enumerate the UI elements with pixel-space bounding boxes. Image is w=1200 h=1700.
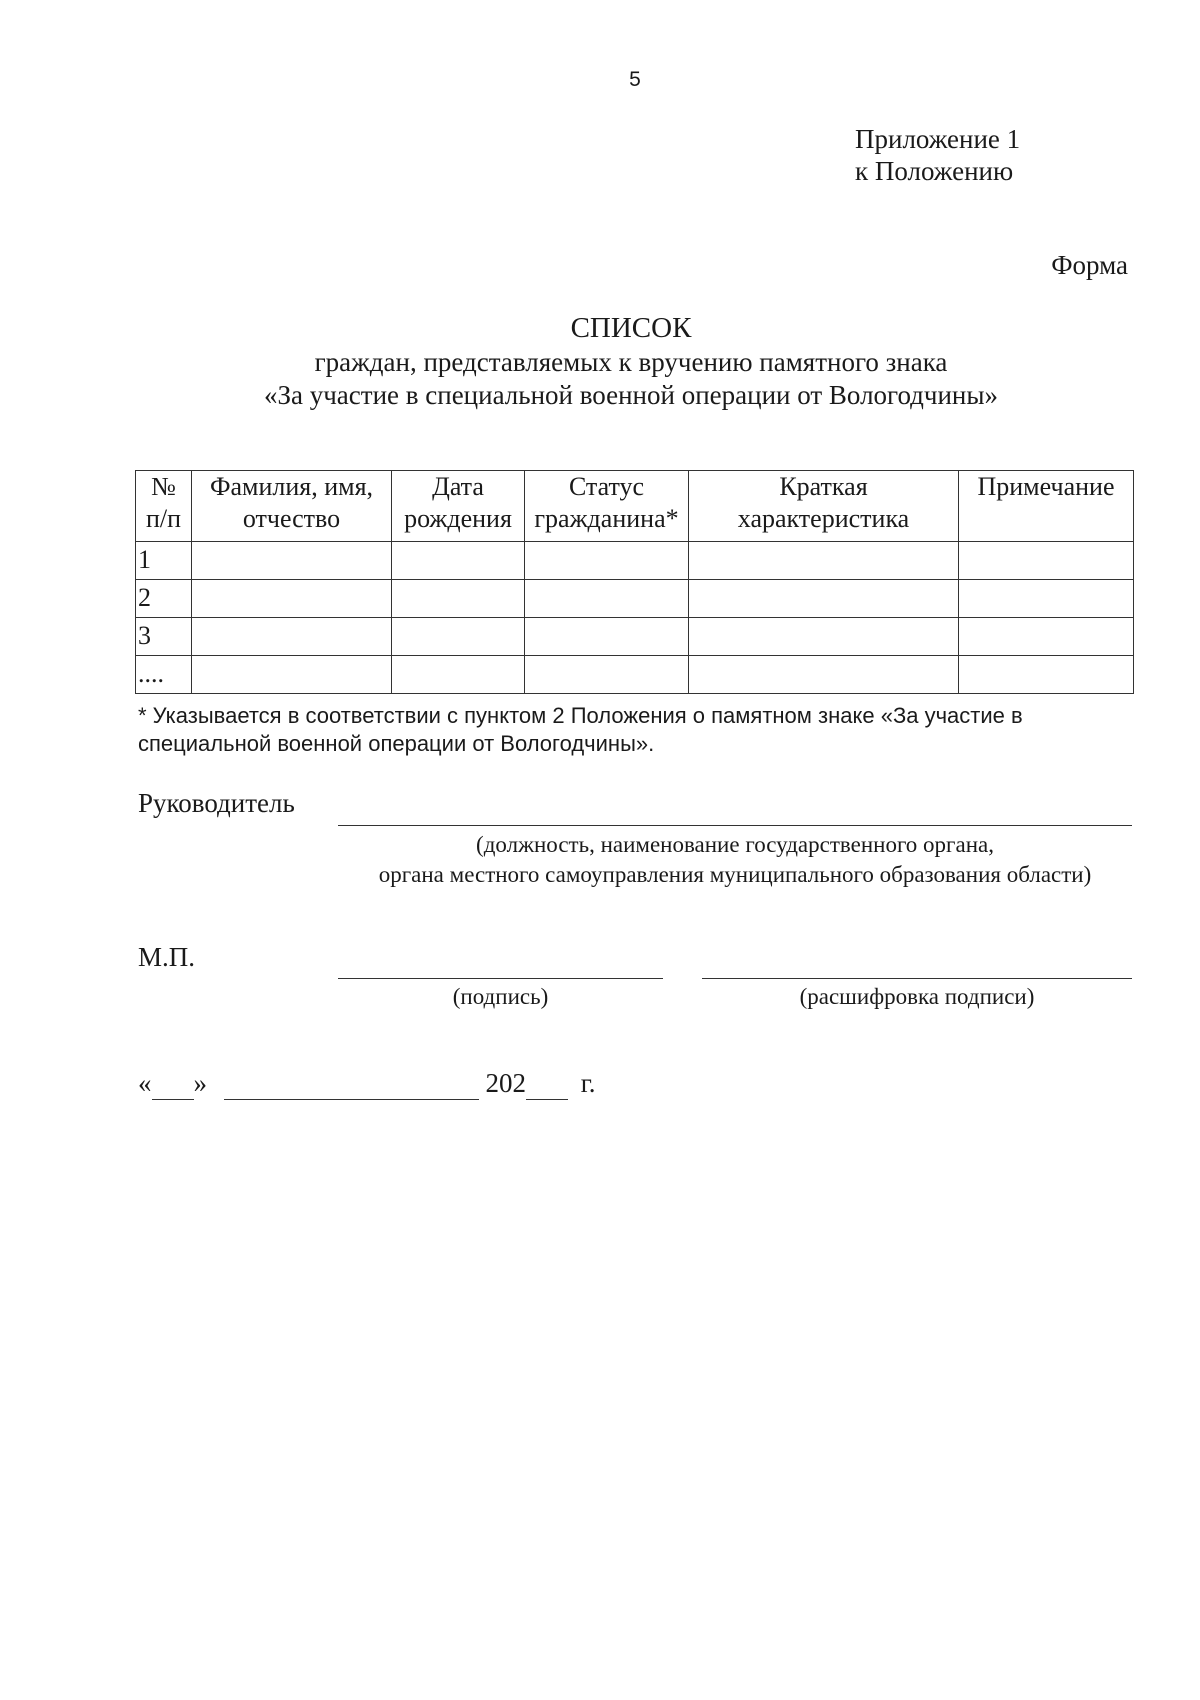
signature-line[interactable] xyxy=(338,978,663,979)
row-number: 3 xyxy=(136,618,192,656)
decoding-line[interactable] xyxy=(702,978,1132,979)
position-line[interactable] xyxy=(338,825,1132,826)
header-note: Примечание xyxy=(959,471,1134,542)
cell-birth-date[interactable] xyxy=(392,542,525,580)
day-blank[interactable] xyxy=(152,1068,194,1100)
cell-description[interactable] xyxy=(689,656,959,694)
page-number: 5 xyxy=(629,68,641,91)
signature-caption: (подпись) xyxy=(452,984,549,1009)
head-label: Руководитель xyxy=(138,788,295,818)
appendix-line-2: к Положению xyxy=(855,156,1014,186)
table-row xyxy=(136,618,1134,656)
decoding-caption: (расшифровка подписи) xyxy=(799,984,1035,1009)
citizens-table xyxy=(135,470,1134,694)
year-suffix: г. xyxy=(580,1068,596,1098)
cell-full-name[interactable] xyxy=(192,618,392,656)
cell-description[interactable] xyxy=(689,618,959,656)
cell-status[interactable] xyxy=(525,618,689,656)
cell-note[interactable] xyxy=(959,580,1134,618)
cell-note[interactable] xyxy=(959,656,1134,694)
cell-status[interactable] xyxy=(525,580,689,618)
title-main: СПИСОК xyxy=(570,312,692,344)
year-prefix: 202 xyxy=(485,1068,526,1098)
appendix-header xyxy=(855,123,1020,187)
footnote: * Указывается в соответствии с пунктом 2 Положения о памятном знаке «За участие в специальной военной операции от Вологодчины». xyxy=(138,703,1023,756)
cell-note[interactable] xyxy=(959,618,1134,656)
month-blank[interactable] xyxy=(224,1068,479,1100)
header-full-name: Фамилия, имя, отчество xyxy=(192,471,392,542)
date-close-quote: » xyxy=(193,1068,207,1098)
position-caption-line-2: органа местного самоуправления муниципального образования области) xyxy=(378,862,1092,887)
table-row xyxy=(136,580,1134,618)
stamp-label: М.П. xyxy=(138,942,196,972)
cell-full-name[interactable] xyxy=(192,542,392,580)
title-line-1: граждан, представляемых к вручению памятного знака xyxy=(314,347,948,377)
cell-description[interactable] xyxy=(689,542,959,580)
cell-birth-date[interactable] xyxy=(392,580,525,618)
row-number: 2 xyxy=(136,580,192,618)
appendix-line-1: Приложение 1 xyxy=(855,124,1021,154)
position-caption-line-1: (должность, наименование государственного органа, xyxy=(476,832,994,857)
header-status: Статус гражданина* xyxy=(525,471,689,542)
document-title xyxy=(0,310,1200,412)
year-blank[interactable] xyxy=(526,1068,568,1100)
form-label: Форма xyxy=(1051,250,1128,280)
cell-status[interactable] xyxy=(525,542,689,580)
header-birth-date: Дата рождения xyxy=(392,471,525,542)
cell-full-name[interactable] xyxy=(192,580,392,618)
header-description: Краткая характеристика xyxy=(689,471,959,542)
table-header-row xyxy=(136,471,1134,542)
date-open-quote: « xyxy=(138,1068,152,1098)
table-row xyxy=(136,656,1134,694)
header-number: № п/п xyxy=(136,471,192,542)
position-caption xyxy=(338,830,1132,890)
cell-description[interactable] xyxy=(689,580,959,618)
cell-note[interactable] xyxy=(959,542,1134,580)
table-row xyxy=(136,542,1134,580)
cell-status[interactable] xyxy=(525,656,689,694)
date-row xyxy=(138,1068,596,1100)
cell-birth-date[interactable] xyxy=(392,618,525,656)
cell-full-name[interactable] xyxy=(192,656,392,694)
title-line-2: «За участие в специальной военной операции от Вологодчины» xyxy=(263,380,999,410)
row-number: 1 xyxy=(136,542,192,580)
row-number: .... xyxy=(136,656,192,694)
cell-birth-date[interactable] xyxy=(392,656,525,694)
